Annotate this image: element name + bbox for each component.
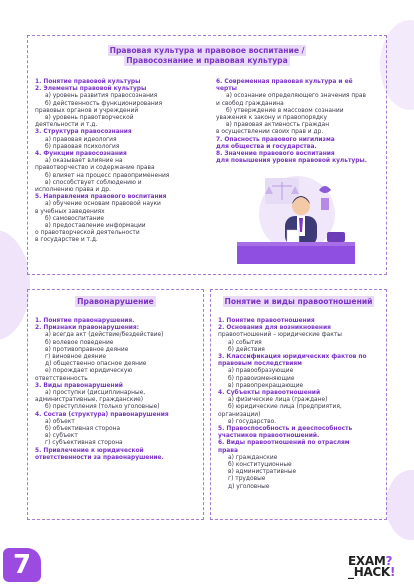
list-item: б) влияет на процесс правоприменения <box>45 172 170 179</box>
logo-line-2: _HACK <box>348 565 390 579</box>
section-heading: 6. Виды правоотношений по отраслям <box>218 440 350 447</box>
section-heading: черты <box>216 86 237 93</box>
logo-line-1: EXAM <box>348 554 386 568</box>
page-number-badge: 7 <box>3 548 41 582</box>
list-item: и свобод гражданина <box>216 100 284 107</box>
section-heading: 5. Направления правового воспитания <box>35 194 167 201</box>
section-heading: права <box>218 447 238 454</box>
list-item: е) порождает юридическую <box>45 368 133 375</box>
section-heading: 1. Понятие правонарушения. <box>35 318 135 324</box>
list-item: о правотворческой деятельности <box>35 230 140 237</box>
list-item: правотворчество и содержание права <box>35 165 155 172</box>
list-item: правоотношений – юридические факты <box>218 332 342 339</box>
list-item: в государстве и т.д. <box>35 237 98 244</box>
bottom-left-list <box>35 318 169 462</box>
list-item: а) осознание определяющего значения прав <box>226 93 366 100</box>
section-heading: 4. Субъекты правоотношений <box>218 390 321 397</box>
list-item: д) уголовные <box>228 483 270 490</box>
list-item: уважения к закону и правопорядку <box>216 115 327 122</box>
list-item: деятельности и т.д. <box>35 122 98 129</box>
section-heading: 3. Классификация юридических фактов по <box>218 354 367 361</box>
list-item: а) события <box>228 339 262 346</box>
section-heading: 5. Правоспособность и дееспособность <box>218 426 353 433</box>
list-item: д) общественно опасное деяние <box>45 361 147 368</box>
section-heading: ответственности за правонарушение. <box>35 454 164 461</box>
section-heading: 3. Структура правосознания <box>35 129 132 136</box>
list-item: б) действия <box>228 346 265 353</box>
list-item: в) противоправное деяние <box>45 346 129 353</box>
top-right-list <box>216 79 367 165</box>
list-item: в) государство. <box>228 418 277 425</box>
list-item: а) правовая идеология <box>45 136 117 143</box>
list-item: б) утверждение в массовом сознании <box>226 107 344 114</box>
list-item: организации) <box>218 411 261 418</box>
list-item: б) правовая психология <box>45 143 120 150</box>
list-item: исполнению права и др. <box>35 187 111 194</box>
list-item: а) обучение основам правовой науки <box>45 201 161 208</box>
bottom-left-title <box>27 297 204 307</box>
list-item: г) трудовые <box>228 476 266 483</box>
section-heading: 2. Признаки правонарушения: <box>35 325 140 332</box>
section-heading: 3. Виды правонарушений <box>35 382 123 389</box>
section-heading: правовым последствиям <box>218 361 302 368</box>
section-heading: для повышения уровня правовой культуры. <box>216 158 367 165</box>
lawyer-illustration <box>227 168 357 266</box>
list-item: в) уровень правотворческой <box>45 115 134 122</box>
list-item: ответственность <box>35 375 88 382</box>
list-item: а) оказывает влияние на <box>45 158 123 165</box>
section-heading: 7. Опасность правового нигилизма <box>216 136 335 143</box>
list-item: а) правообразующие <box>228 368 294 375</box>
list-item: а) всегда акт (действие/бездействие) <box>45 332 164 339</box>
top-left-list <box>35 79 169 245</box>
list-item: б) самовоспитание <box>45 215 105 222</box>
list-item: в) способствует соблюдению и <box>45 179 142 186</box>
section-heading: 6. Современная правовая культура и её <box>216 79 353 85</box>
list-item: в осуществлении своих прав и др. <box>216 129 324 136</box>
legal-relations-title: Понятие и виды правоотношений <box>224 297 373 306</box>
section-heading: 2. Основания для возникновения <box>218 325 331 332</box>
section-heading: 1. Понятие правоотношения <box>218 318 315 324</box>
list-item: б) преступления (только уголовные) <box>45 404 160 411</box>
list-item: в) субъект <box>45 433 78 440</box>
list-item: а) уровень развития правосознания <box>45 93 158 100</box>
list-item: б) волевое поведение <box>45 339 114 346</box>
list-item: б) конституционные <box>228 462 292 469</box>
list-item: в) административные <box>228 469 297 476</box>
logo-mark-2: ! <box>389 565 396 579</box>
bottom-right-title <box>210 297 387 307</box>
top-title-line-1: Правовая культура и правовое воспитание / <box>109 46 305 55</box>
bottom-right-list <box>218 318 367 491</box>
list-item: б) правоизменяющие <box>228 375 295 382</box>
list-item: а) проступки (дисциплинарные, <box>45 390 146 397</box>
section-heading: 1. Понятие правовой культуры <box>35 79 141 85</box>
decor-blob <box>386 470 414 540</box>
section-heading: участников правоотношений. <box>218 433 320 440</box>
list-item: а) объект <box>45 418 75 425</box>
list-item: б) действенность функционирования <box>45 100 163 107</box>
list-item: в учебных заведениях <box>35 208 105 215</box>
list-item: в) предоставление информации <box>45 223 146 230</box>
list-item: а) физические лица (граждане) <box>228 397 328 404</box>
section-heading: 5. Привлечение к юридической <box>35 447 144 454</box>
top-title-line-2: Правосознание и правовая культура <box>126 56 288 65</box>
section-heading: для общества и государства. <box>216 143 317 150</box>
offense-title: Правонарушение <box>77 297 154 306</box>
list-item: г) виновное деяние <box>45 354 106 361</box>
top-section-title <box>30 46 384 66</box>
section-heading: 2. Элементы правовой культуры <box>35 86 147 93</box>
logo-mark-1: ? <box>385 554 393 568</box>
list-item: правовых органов и учреждений <box>35 107 139 114</box>
section-heading: 8. Значение правового воспитания <box>216 151 335 158</box>
section-heading: 4. Функции правосознания <box>35 151 127 158</box>
decor-blob <box>0 230 30 340</box>
list-item: а) гражданские <box>228 454 278 461</box>
exam-hack-logo <box>348 556 395 578</box>
section-heading: 4. Состав (структура) правонарушения <box>35 411 169 418</box>
list-item: административные, гражданские) <box>35 397 144 404</box>
list-item: б) юридические лица (предприятия, <box>228 404 342 411</box>
list-item: в) правопрекращающие <box>228 382 304 389</box>
list-item: б) объективная сторона <box>45 426 121 433</box>
list-item: в) правовая активность граждан <box>226 122 330 129</box>
list-item: г) субъективная сторона <box>45 440 123 447</box>
